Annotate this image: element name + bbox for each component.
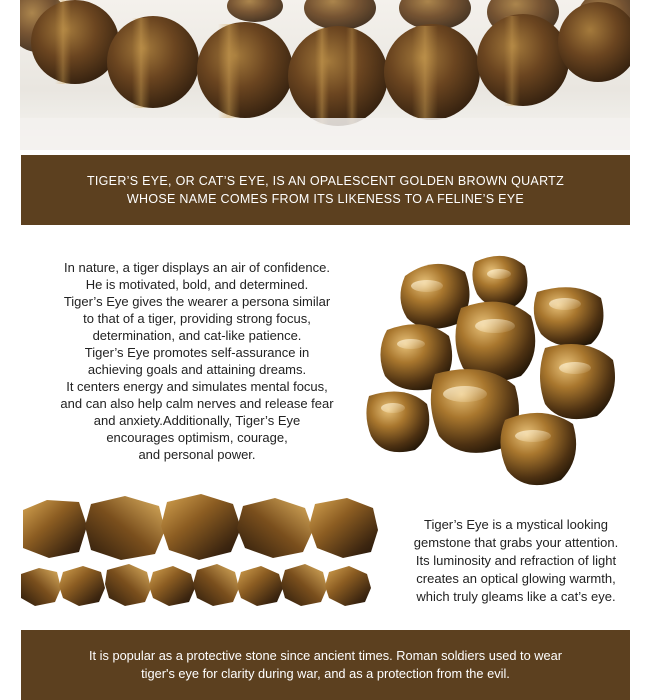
bead-bracelet-photo xyxy=(20,0,630,150)
mystical-gemstone-paragraph: Tiger’s Eye is a mystical looking gemstone that grabs your attention. Its luminosity and refraction of light creates an optical glowing warmth, which truly gleams like a cat’s eye. xyxy=(413,517,619,604)
intro-banner-text: TIGER’S EYE, OR CAT’S EYE, IS AN OPALESCENT GOLDEN BROWN QUARTZ WHOSE NAME COMES FROM ITS LIKENESS TO A FELINE’S EYE xyxy=(86,174,565,206)
tumbled-stones-photo xyxy=(365,244,627,498)
history-banner xyxy=(21,630,630,700)
intro-banner xyxy=(21,155,630,225)
bead-strands-photo xyxy=(21,490,378,610)
history-banner-text: It is popular as a protective stone since ancient times. Roman soldiers used to wear tiger's eye for clarity during war, and as a protection from the evil. xyxy=(88,648,562,681)
tiger-nature-paragraph: In nature, a tiger displays an air of confidence. He is motivated, bold, and determined. Tiger’s Eye gives the wearer a persona similar to that of a tiger, providing strong focus, determination, and cat-like patience. Tiger’s Eye promotes self-assurance in achieving goals and attaining dreams. It centers energy and simulates mental focus, and can also help calm nerves and release fear and anxiety.Additionally, Tiger’s Eye encourages optimism, courage, and personal power. xyxy=(60,260,334,462)
